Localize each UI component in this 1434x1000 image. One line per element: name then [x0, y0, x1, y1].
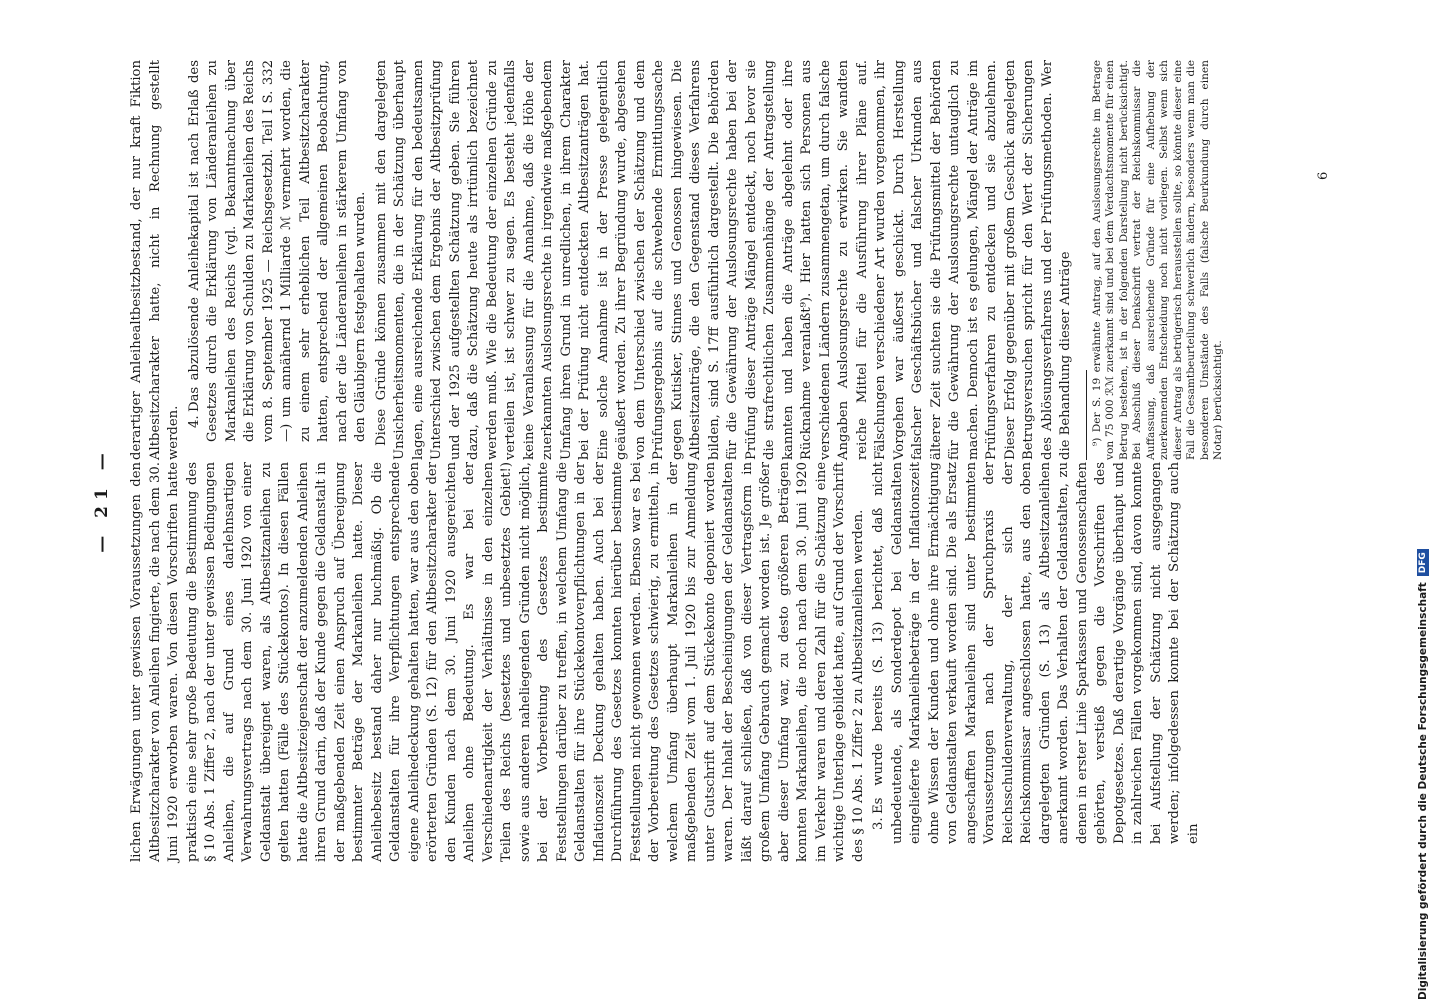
left-column: [128, 462, 1205, 862]
watermark-text: Digitalisierung gefördert durch die Deutsche Forschungsgemeinschaft: [1417, 582, 1429, 1000]
list-item-4: [186, 60, 371, 460]
dfg-logo-icon: DFG: [1417, 549, 1429, 576]
page-footer-number: 6: [1316, 171, 1331, 180]
item-text: Es wurde bereits (S. 13) berichtet, daß nicht unbedeutende, als Sonderdepot bei Geldanstalten eingelieferte Markanleihebeträge in der Inflationszeit ohne Wissen der Kunden und ohne ihre Ermächtigung von Geldanstalten verkauft worden sind. Die als Ersatz angeschafften Markanleihen sind unter bestimmten Voraussetzungen nach der Spruchpraxis der Reichsschuldenverwaltung, der sich der Reichskommissar angeschlossen hatte, aus den oben dargelegten Gründen (S. 13) als Altbesitzanleihen anerkannt worden. Das Verhalten der Geldanstalten, zu denen in erster Linie Sparkassen und Genossenschaften gehörten, verstieß gegen die Vorschriften des Depotgesetzes. Daß derartige Vorgänge überhaupt und in zahlreichen Fällen vorgekommen sind, davon konnte bei Aufstellung der Schätzung nicht ausgegangen werden; infolgedessen konnte bei der Schätzung auch ein: [871, 462, 1201, 844]
right-column: [128, 60, 1228, 460]
list-item-3: [870, 462, 1203, 862]
right-paragraph: Diese Gründe können zusammen mit den dargelegten Unsicherheitsmomenten, die in der Schätzung überhaupt lagen, eine ausreichende Erklärung für den bedeutsamen Unterschied zwischen dem Ergebnis der Altbesitzprüfung und der 1925 aufgestellten Schätzung geben. Sie führen dazu, daß die Schätzung heute als irrtümlich bezeichnet werden muß. Wie die Bedeutung der einzelnen Gründe zu verteilen ist, ist schwer zu sagen. Es besteht jedenfalls keine Veranlassung für die Annahme, daß die Höhe der zuerkannten Auslosungsrechte in irgendwie maßgebendem Umfang ihren Grund in unredlichen, in ihrem Charakter bei der Prüfung nicht entdeckten Altbesitzanträgen hat. Eine solche Annahme ist in der Presse gelegentlich geäußert worden. Zu ihrer Begründung wurde, abgesehen von dem Unterschied zwischen der Schätzung und dem Prüfungsergebnis auf die schwebende Ermittlungssache gegen Kutisker, Stinnes und Genossen hingewiesen. Die Altbesitzanträge, die den Gegenstand dieses Verfahrens bilden, sind S. 17ff ausführlich dargestellt. Die Behörden für die Gewährung der Auslosungsrechte haben bei der Prüfung dieser Anträge Mängel entdeckt, noch bevor sie die strafrechtlichen Zusammenhänge der Antragstellung kannten und haben die Anträge abgelehnt oder ihre Rücknahme veranlaßt⁹). Hier hatten sich Personen aus verschiedenen Ländern zusammengetan, um durch falsche Angaben Auslosungsrechte zu erwirken. Sie wandten reiche Mittel für die Ausführung ihrer Pläne auf. Fälschungen verschiedener Art wurden vorgenommen, ihr Vorgehen war äußerst geschickt. Durch Herstellung falscher Geschäftsbücher und falscher Urkunden aus älterer Zeit suchten sie die Prüfungsmittel der Behörden für die Gewährung der Auslosungsrechte untauglich zu machen. Dennoch ist es gelungen, Mängel der Anträge im Prüfungsverfahren zu entdecken und sie abzulehnen. Dieser Erfolg gegenüber mit großem Geschick angelegten Betrugsversuchen spricht für den Wert der Sicherungen des Ablösungsverfahrens und der Prüfungsmethoden. Wer die Behandlung dieser Anträge: [373, 60, 1073, 460]
right-paragraph-continued: derartiger Anleihealtbesitzbestand, der nur kraft Fiktion Altbesitzcharakter hatte, nicht in Rechnung gestellt werden.: [129, 60, 181, 460]
footnote-rule: [1086, 370, 1087, 460]
left-paragraph: lichen Erwägungen unter gewissen Voraussetzungen den Altbesitzcharakter von Anleihen fingierte, die nach dem 30. Juni 1920 erworben waren. Von diesen Vorschriften hatte praktisch eine sehr große Bedeutung die Bestimmung des § 10 Abs. 1 Ziffer 2, nach der unter gewissen Bedingungen Anleihen, die auf Grund eines darlehnsartigen Verwahrungsvertrags nach dem 30. Juni 1920 von einer Geldanstalt übereignet waren, als Altbesitzanleihen zu gelten hatten (Fälle des Stückekontos). In diesen Fällen hatte die Altbesitzeigenschaft der anzumeldenden Anleihen ihren Grund darin, daß der Kunde gegen die Geldanstalt in der maßgebenden Zeit einen Anspruch auf Übereignung bestimmter Beträge der Markanleihen hatte. Dieser Anleihebesitz bestand daher nur buchmäßig. Ob die Geldanstalten für ihre Verpflichtungen entsprechende eigene Anleihedeckung gehalten hatten, war aus den oben erörterten Gründen (S. 12) für den Altbesitzcharakter der den Kunden nach dem 30. Juni 1920 ausgereichten Anleihen ohne Bedeutung. Es war bei der Verschiedenartigkeit der Verhältnisse in den einzelnen Teilen des Reichs (besetztes und unbesetztes Gebiet!) sowie aus anderen naheliegenden Gründen nicht möglich, bei der Vorbereitung des Gesetzes bestimmte Feststellungen darüber zu treffen, in welchem Umfang die Geldanstalten für ihre Stückekontoverpflichtungen in der Inflationszeit Deckung gehalten haben. Auch bei der Durchführung des Gesetzes konnten hierüber bestimmte Feststellungen nicht gewonnen werden. Ebenso war es bei der Vorbereitung des Gesetzes schwierig, zu ermitteln, in welchem Umfang überhaupt Markanleihen in der maßgebenden Zeit vom 1. Juli 1920 bis zur Anmeldung unter Gutschrift auf dem Stückekonto deponiert worden waren. Der Inhalt der Bescheinigungen der Geldanstalten läßt darauf schließen, daß von dieser Vertragsform in großem Umfang Gebrauch gemacht worden ist. Je größer aber dieser Umfang war, zu desto größeren Beträgen konnten Markanleihen, die noch nach dem 30. Juni 1920 im Verkehr waren und deren Zahl für die Schätzung eine wichtige Unterlage gebildet hatte, auf Grund der Vorschrift des § 10 Abs. 1 Ziffer 2 zu Altbesitzanleihen werden.: [129, 462, 866, 862]
digitization-watermark: [1412, 0, 1434, 1000]
item-number: 4.: [186, 415, 202, 428]
item-number: 3.: [871, 817, 886, 830]
page-number-header: — 21 —: [92, 447, 112, 553]
footnote: ⁹) Der S. 19 erwähnte Antrag, auf den Auslosungsrechte im Betrage von 75 000 ℛℳ zuerkannt sind und bei dem Verdachtsmomente für einen Betrug bestehen, ist in der folgenden Darstellung nicht berücksichtigt. Bei Abschluß dieser Denkschrift vertrat der Reichskommissar die Auffassung, daß ausreichende Gründe für eine Aufhebung der zuerkennenden Entscheidung noch nicht vorliegen. Selbst wenn sich dieser Antrag als betrügerisch herausstellen sollte, so könnte dieser eine Fall die Gesamtbeurteilung schwerlich ändern, besonders wenn man die besonderen Umstände des Falls (falsche Beurkundung durch einen Notar) berücksichtigt.: [1090, 60, 1224, 460]
item-text: Das abzulösende Anleihekapital ist nach Erlaß des Gesetzes durch die Erklärung von Länderanleihen zu Markanleihen des Reichs (vgl. Bekanntmachung über die Erklärung von Schulden zu Markanleihen des Reichs vom 8. September 1925 — Reichsgesetzbl. Teil I S. 332 —) um annähernd 1 Milliarde ℳ vermehrt worden, die zu einem sehr erheblichen Teil Altbesitzcharakter hatten, entsprechend der allgemeinen Beobachtung, nach der die Länderanleihen in stärkerem Umfang von den Gläubigern festgehalten wurden.: [186, 60, 368, 442]
